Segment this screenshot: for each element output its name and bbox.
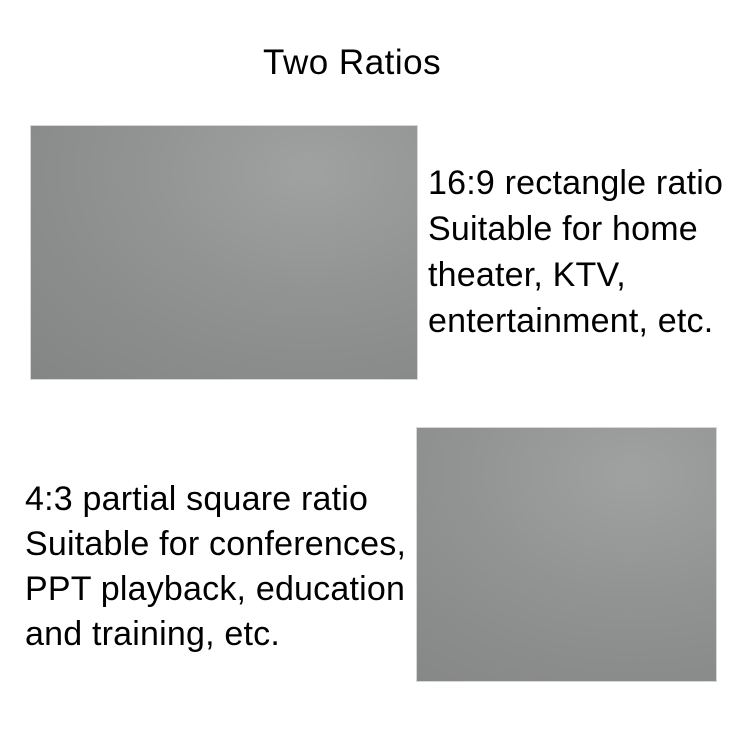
description-line: entertainment, etc. (428, 302, 714, 340)
description-line: 4:3 partial square ratio (25, 480, 369, 518)
description-line: Suitable for home (428, 210, 698, 248)
description-16-9 (428, 160, 723, 344)
description-line: Suitable for conferences, (25, 525, 407, 563)
description-4-3 (25, 477, 406, 657)
page-title: Two Ratios (263, 43, 442, 82)
description-line: theater, KTV, (428, 256, 626, 294)
description-line: and training, etc. (25, 615, 280, 653)
description-line: PPT playback, education (25, 570, 406, 608)
screen-16-9-rectangle (31, 126, 417, 379)
screen-4-3-rectangle (417, 428, 716, 681)
description-line: 16:9 rectangle ratio (428, 164, 724, 202)
